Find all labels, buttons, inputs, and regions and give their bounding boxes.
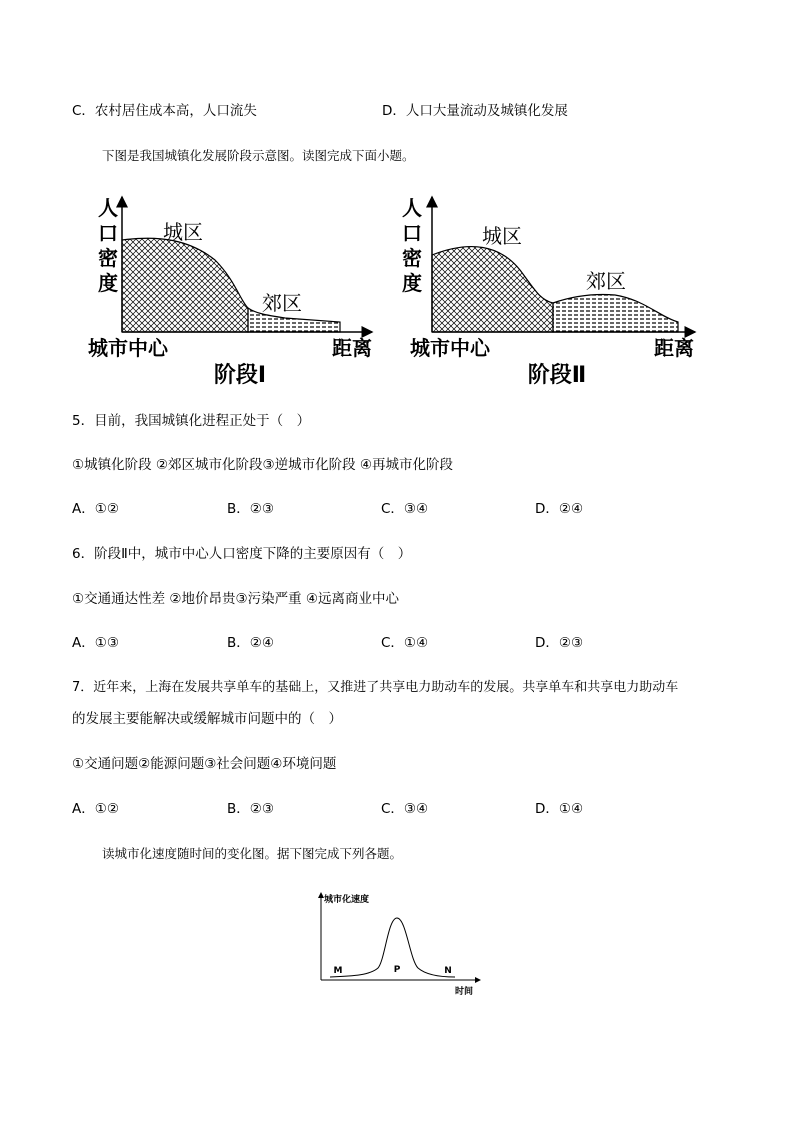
urbanization-speed-chart: [300, 888, 500, 998]
city-area-2: [432, 247, 553, 332]
speed-curve: [330, 918, 455, 977]
point-n-label: N: [444, 966, 452, 976]
city-area-1: [122, 238, 248, 332]
q5-items: ①城镇化阶段 ②郊区城市化阶段③逆城市化阶段 ④再城市化阶段: [72, 457, 453, 473]
option-d-previous: D．人口大量流动及城镇化发展: [382, 103, 568, 119]
q5-stem: 5．目前，我国城镇化进程正处于（ ）: [72, 413, 311, 429]
point-m-label: M: [333, 966, 343, 976]
q7-stem-line-2: 的发展主要能解决或缓解城市问题中的（ ）: [72, 711, 342, 727]
q5-option-d[interactable]: D．②④: [535, 501, 584, 517]
speed-x-label: 时间: [455, 987, 474, 997]
y-label-char: 密: [402, 246, 422, 270]
y-label-char: 度: [402, 271, 422, 295]
stage-1-label: 阶段Ⅰ: [213, 363, 267, 388]
stage-2-label: 阶段Ⅱ: [527, 363, 587, 388]
y-label-char: 口: [402, 221, 422, 245]
y-label-char: 度: [98, 271, 118, 295]
q7-items: ①交通问题②能源问题③社会问题④环境问题: [72, 756, 337, 772]
origin-label-2: 城市中心: [410, 336, 490, 360]
suburb-label-1: 郊区: [262, 291, 302, 315]
q5-option-a[interactable]: A．①②: [72, 501, 119, 517]
distance-label-1: 距离: [332, 336, 372, 360]
q5-option-b[interactable]: B．②③: [227, 501, 274, 517]
y-axis-label-1: [98, 196, 118, 295]
option-c-previous: C．农村居住成本高，人口流失: [72, 103, 257, 119]
y-axis-label-2: [402, 196, 422, 295]
y-label-char: 密: [98, 246, 118, 270]
y-label-char: 人: [402, 196, 422, 220]
q6-option-a[interactable]: A．①③: [72, 635, 119, 651]
q7-option-d[interactable]: D．①④: [535, 801, 584, 817]
q6-option-d[interactable]: D．②③: [535, 635, 584, 651]
distance-label-2: 距离: [654, 336, 694, 360]
intro-urbanization-stages: 下图是我国城镇化发展阶段示意图。读图完成下面小题。: [102, 148, 415, 163]
q5-option-c[interactable]: C．③④: [381, 501, 429, 517]
stage-2-panel: [402, 196, 695, 388]
city-label-1: 城区: [163, 220, 203, 244]
q6-option-b[interactable]: B．②④: [227, 635, 274, 651]
q7-option-a[interactable]: A．①②: [72, 801, 119, 817]
q6-option-c[interactable]: C．①④: [381, 635, 429, 651]
y-label-char: 人: [98, 196, 118, 220]
intro-urbanization-speed: 读城市化速度随时间的变化图。据下图完成下列各题。: [102, 846, 403, 861]
stage-1-panel: [88, 196, 372, 388]
suburb-label-2: 郊区: [586, 269, 626, 293]
q7-option-b[interactable]: B．②③: [227, 801, 274, 817]
point-p-label: P: [393, 965, 401, 975]
city-label-2: 城区: [482, 224, 522, 248]
speed-y-label: 城市化速度: [324, 895, 370, 905]
q6-items: ①交通通达性差 ②地价昂贵③污染严重 ④远离商业中心: [72, 591, 399, 607]
urbanization-stage-diagram: [70, 185, 720, 395]
origin-label-1: 城市中心: [88, 336, 168, 360]
suburb-area-2: [553, 294, 678, 332]
q7-stem-line-1: 7．近年来，上海在发展共享单车的基础上，又推进了共享电力助动车的发展。共享单车和共享电力助动车: [72, 680, 679, 695]
q6-stem: 6．阶段Ⅱ中，城市中心人口密度下降的主要原因有（ ）: [72, 546, 412, 562]
y-label-char: 口: [98, 221, 118, 245]
q7-option-c[interactable]: C．③④: [381, 801, 429, 817]
